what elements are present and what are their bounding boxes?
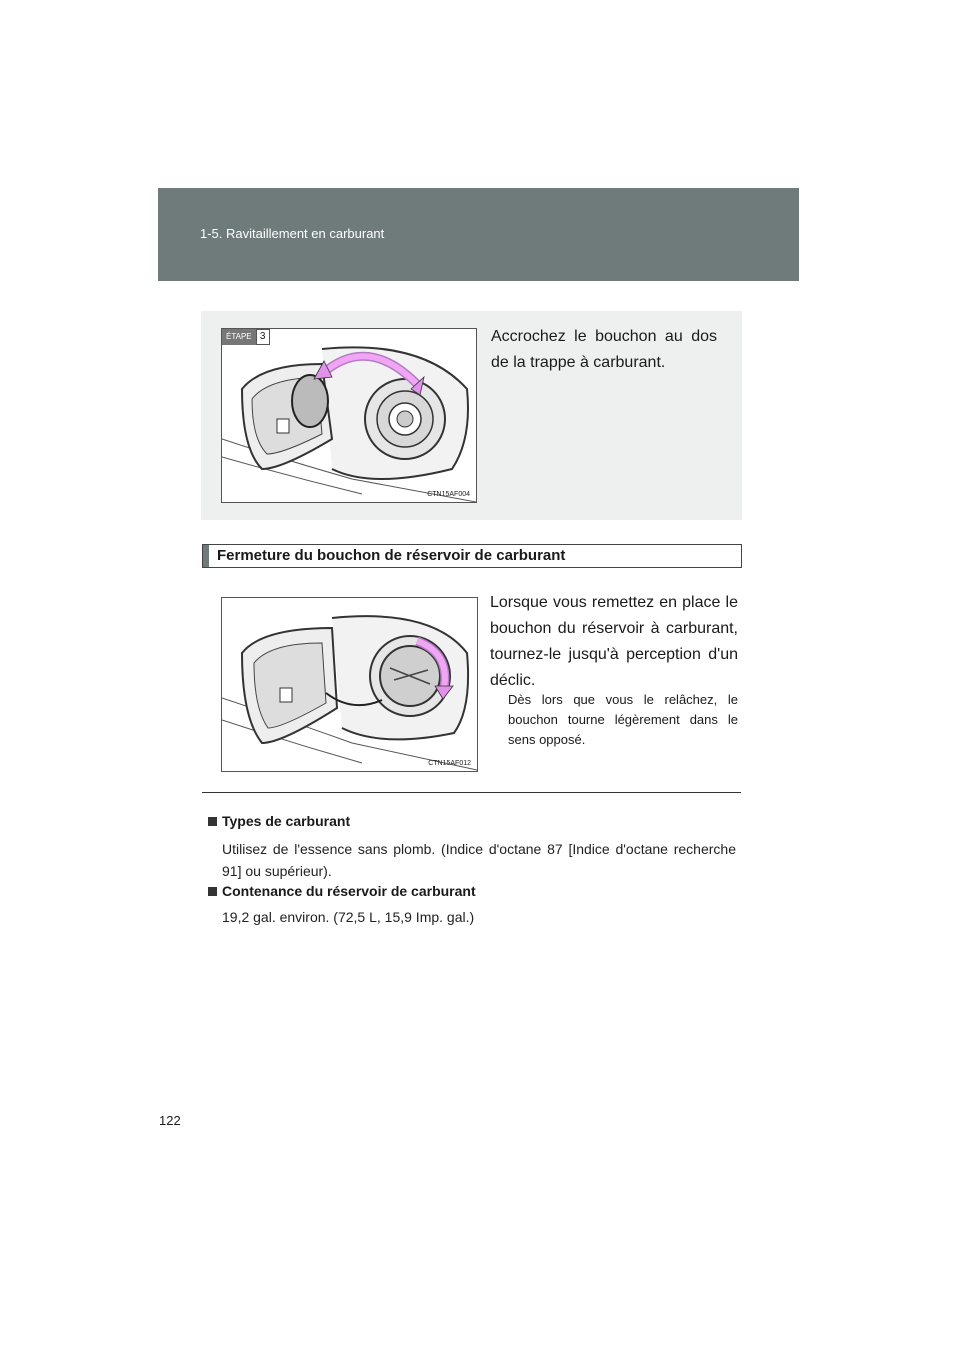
closing-instruction-text: Lorsque vous remettez en place le bouchon du réservoir à carburant, tournez-le jusqu'à perception d'un déclic. bbox=[490, 594, 738, 689]
step-3-box bbox=[201, 311, 742, 520]
cap-closing-illustration bbox=[222, 598, 477, 771]
note-heading-fuel-type bbox=[208, 813, 350, 829]
square-bullet-icon bbox=[208, 887, 217, 896]
figure-code: CTN15AF004 bbox=[427, 491, 470, 498]
step-badge-number: 3 bbox=[256, 329, 270, 345]
section-divider bbox=[202, 792, 741, 793]
figure-code: CTN15AF012 bbox=[428, 760, 471, 767]
square-bullet-icon bbox=[208, 817, 217, 826]
page-number: 122 bbox=[159, 1113, 181, 1128]
note-heading-tank-capacity bbox=[208, 883, 476, 899]
cap-closing-figure bbox=[221, 597, 478, 772]
note-heading-text: Contenance du réservoir de carburant bbox=[222, 883, 476, 899]
subsection-header bbox=[202, 544, 742, 568]
note-heading-text: Types de carburant bbox=[222, 813, 351, 829]
note-body-fuel-type: Utilisez de l'essence sans plomb. (Indice d'octane 87 [Indice d'octane recherche 91] ou supérieur). bbox=[222, 841, 736, 879]
step-badge-label: ÉTAPE bbox=[222, 329, 256, 345]
note-body-tank-capacity: 19,2 gal. environ. (72,5 L, 15,9 Imp. gal.) bbox=[222, 909, 475, 925]
section-title: 1-5. Ravitaillement en carburant bbox=[200, 226, 385, 241]
step-badge bbox=[222, 329, 270, 345]
closing-note-text: Dès lors que vous le relâchez, le bouchon tourne légèrement dans le sens opposé. bbox=[508, 692, 738, 747]
step-3-text: Accrochez le bouchon au dos de la trappe à carburant. bbox=[491, 328, 717, 371]
header-band bbox=[158, 188, 799, 281]
subsection-title: Fermeture du bouchon de réservoir de carburant bbox=[217, 547, 566, 564]
fuel-door-cap-figure bbox=[221, 328, 477, 503]
fuel-door-illustration bbox=[222, 329, 476, 502]
